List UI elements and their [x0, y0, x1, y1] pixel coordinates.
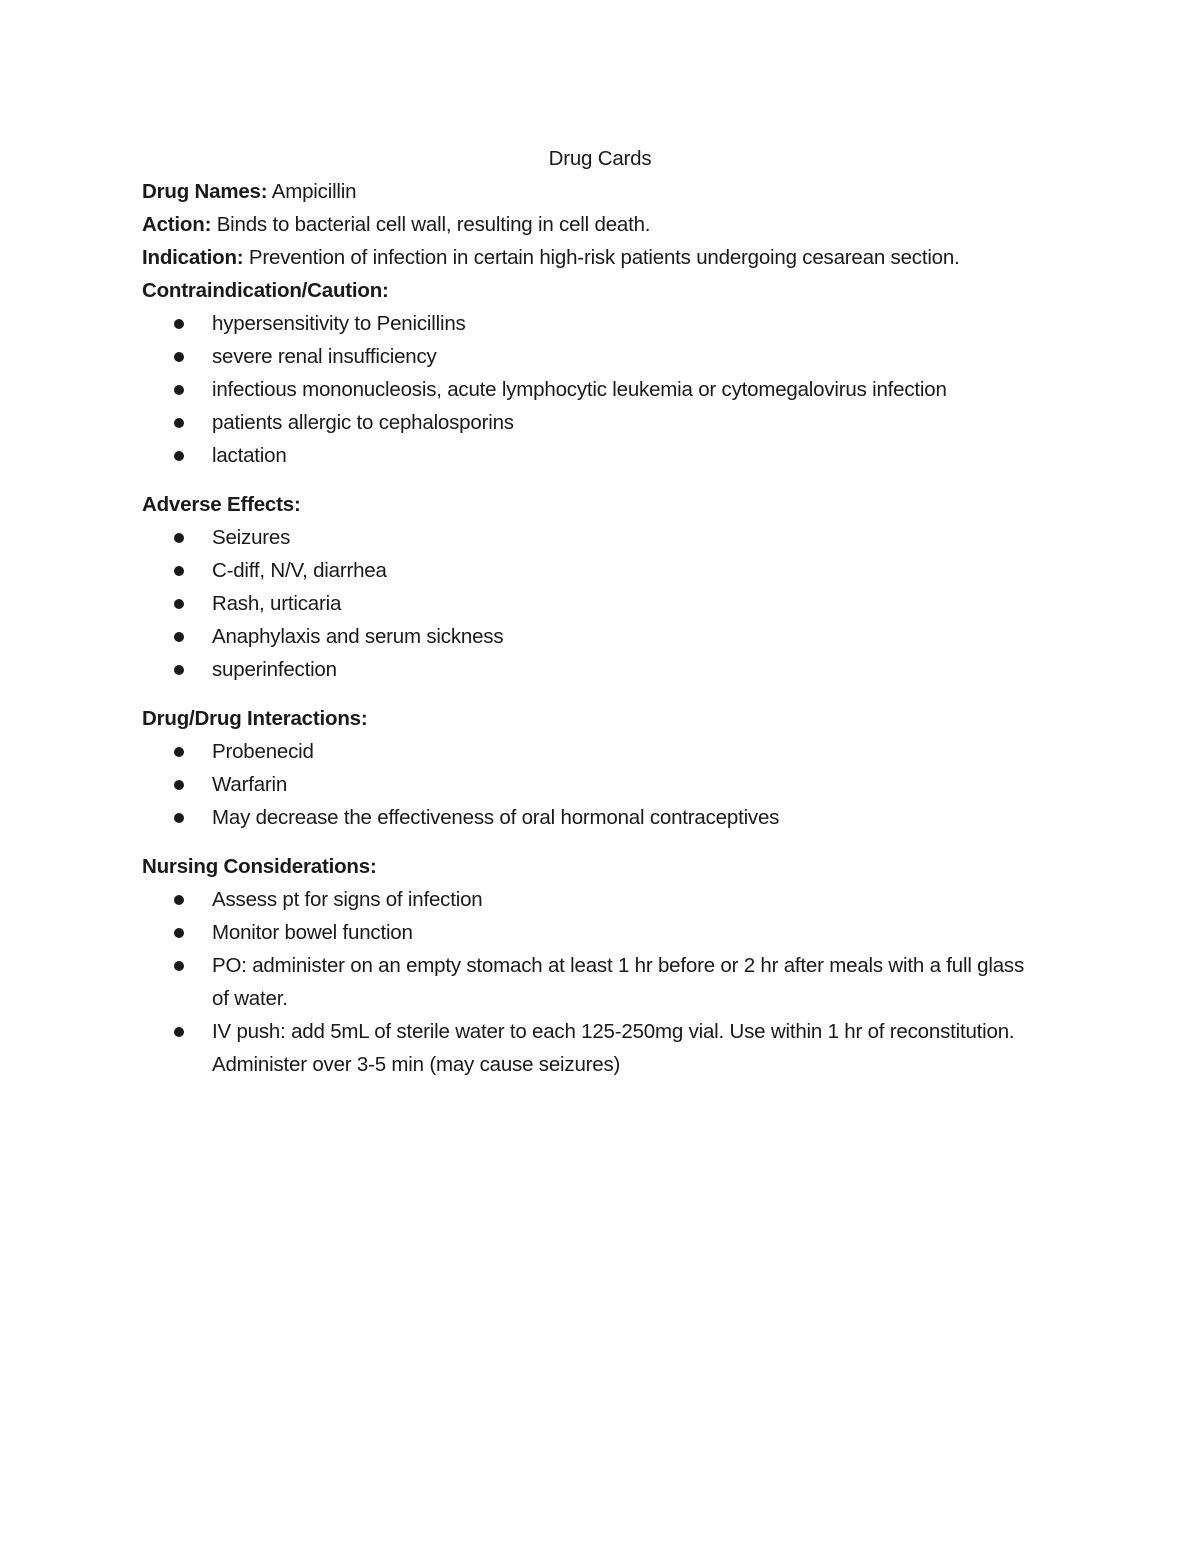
bullet-icon — [174, 451, 184, 461]
list-item-text: C-diff, N/V, diarrhea — [212, 559, 387, 582]
bullet-icon — [174, 418, 184, 428]
list-item-text: Assess pt for signs of infection — [212, 888, 483, 911]
bullet-icon — [174, 533, 184, 543]
list-item-text: May decrease the effectiveness of oral hormonal contraceptives — [212, 806, 780, 829]
list-item-text: Seizures — [212, 526, 291, 549]
bullet-icon — [174, 961, 184, 971]
bullet-icon — [174, 632, 184, 642]
bullet-icon — [174, 352, 184, 362]
drug-name-value: Ampicillin — [267, 180, 357, 203]
bullet-icon — [174, 319, 184, 329]
list-item-text: Monitor bowel function — [212, 921, 413, 944]
interactions-heading: Drug/Drug Interactions: — [142, 707, 368, 730]
list-item — [142, 883, 1062, 916]
nursing-heading: Nursing Considerations: — [142, 855, 377, 878]
bullet-icon — [174, 1027, 184, 1037]
indication-value: Prevention of infection in certain high-risk patients undergoing cesarean section. — [243, 246, 960, 269]
action-label: Action: — [142, 213, 212, 236]
list-item — [142, 1015, 1062, 1081]
adverse-effects-list — [142, 521, 1062, 686]
bullet-icon — [174, 665, 184, 675]
adverse-effects-heading: Adverse Effects: — [142, 493, 301, 516]
indication-label: Indication: — [142, 246, 244, 269]
action-line — [142, 208, 1062, 241]
bullet-icon — [174, 928, 184, 938]
list-item-text: lactation — [212, 444, 287, 467]
contraindication-heading: Contraindication/Caution: — [142, 279, 389, 302]
contraindication-list — [142, 307, 1062, 472]
bullet-icon — [174, 813, 184, 823]
nursing-list — [142, 883, 1062, 1081]
list-item-text: Probenecid — [212, 740, 314, 763]
bullet-icon — [174, 566, 184, 576]
interactions-list — [142, 735, 1062, 834]
list-item — [142, 653, 1062, 686]
list-item-text: Anaphylaxis and serum sickness — [212, 625, 504, 648]
bullet-icon — [174, 895, 184, 905]
indication-line — [142, 241, 1062, 274]
list-item-text: Rash, urticaria — [212, 592, 342, 615]
list-item — [142, 768, 1062, 801]
list-item — [142, 307, 1062, 340]
list-item-text: superinfection — [212, 658, 337, 681]
list-item — [142, 735, 1062, 768]
bullet-icon — [174, 385, 184, 395]
bullet-icon — [174, 599, 184, 609]
drug-name-line — [142, 175, 1062, 208]
list-item — [142, 620, 1062, 653]
document-content — [142, 142, 1062, 1081]
list-item — [142, 521, 1062, 554]
list-item-text: patients allergic to cephalosporins — [212, 411, 514, 434]
list-item-text: hypersensitivity to Penicillins — [212, 312, 466, 335]
list-item-text: severe renal insufficiency — [212, 345, 437, 368]
list-item — [142, 340, 1062, 373]
list-item-text: PO: administer on an empty stomach at least 1 hr before or 2 hr after meals with a full glass of water. — [212, 954, 1025, 1010]
list-item — [142, 439, 1062, 472]
bullet-icon — [174, 780, 184, 790]
list-item — [142, 406, 1062, 439]
bullet-icon — [174, 747, 184, 757]
list-item-text: Warfarin — [212, 773, 288, 796]
list-item — [142, 554, 1062, 587]
list-item — [142, 916, 1062, 949]
action-value: Binds to bacterial cell wall, resulting in cell death. — [211, 213, 651, 236]
list-item-text: IV push: add 5mL of sterile water to each 125-250mg vial. Use within 1 hr of reconstitution. Administer over 3-5 min (may cause seizures) — [212, 1020, 1015, 1076]
document-title: Drug Cards — [548, 147, 652, 170]
drug-name-label: Drug Names: — [142, 180, 268, 203]
list-item — [142, 949, 1062, 1015]
list-item — [142, 373, 1062, 406]
list-item — [142, 587, 1062, 620]
list-item-text: infectious mononucleosis, acute lymphocytic leukemia or cytomegalovirus infection — [212, 378, 947, 401]
list-item — [142, 801, 1062, 834]
